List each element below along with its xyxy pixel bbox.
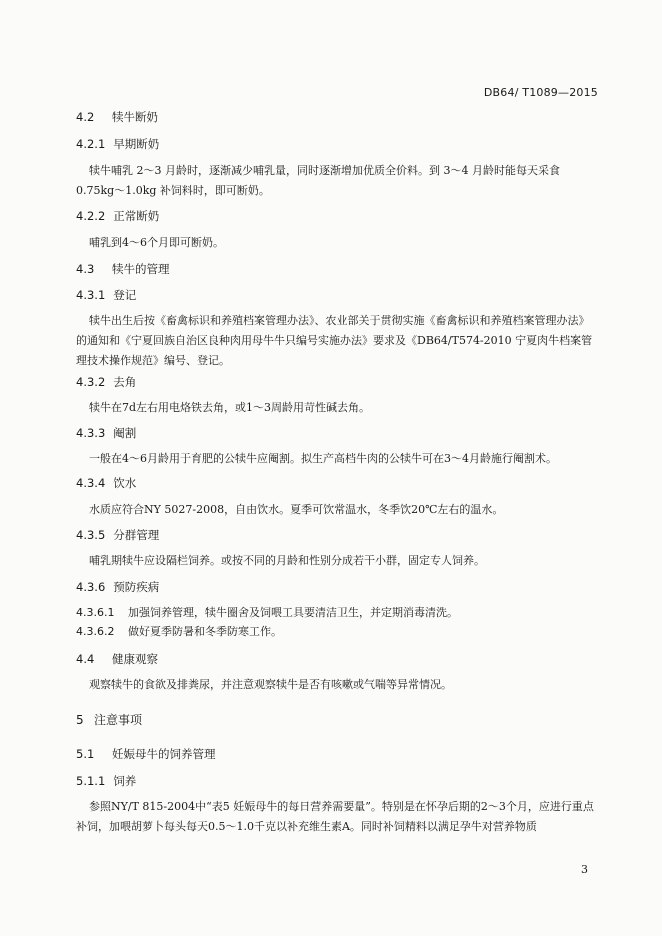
section-heading-5: [76, 711, 142, 728]
section-heading-4-2-1: [76, 136, 159, 152]
section-number: 5: [76, 713, 84, 727]
item-text: 做好夏季防暑和冬季防寒工作。: [128, 625, 282, 638]
section-title: 饮水: [113, 476, 137, 490]
section-title: 犊牛断奶: [112, 110, 158, 124]
section-heading-5-1: [76, 746, 216, 762]
section-title: 饲养: [113, 774, 137, 788]
section-heading-4-2: [76, 109, 158, 125]
paragraph-4-3-1: 犊牛出生后按《畜禽标识和养殖档案管理办法》、农业部关于贯彻实施《畜禽标识和养殖档案管理办法》的通知和《宁夏回族自治区良种肉用母牛牛只编号实施办法》要求及《DB64/T574-2010 宁夏肉牛档案管理技术操作规范》编号、登记。: [76, 314, 593, 367]
section-heading-4-3-5: [76, 527, 159, 543]
section-number: 4.3.2: [76, 375, 106, 389]
section-heading-4-3-4: [76, 475, 136, 491]
section-title: 注意事项: [94, 713, 143, 727]
section-heading-4-3-3: [76, 425, 136, 441]
section-title: 分群管理: [113, 528, 160, 542]
section-title: 早期断奶: [113, 137, 160, 151]
section-number: 5.1.1: [76, 774, 106, 788]
item-number: 4.3.6.1: [76, 606, 115, 619]
section-number: 4.3.3: [76, 426, 106, 440]
section-heading-4-3-1: [76, 287, 136, 303]
section-title: 犊牛的管理: [112, 262, 170, 276]
paragraph-4-2-2: 哺乳到4～6个月即可断奶。: [89, 236, 224, 249]
section-heading-4-2-2: [76, 208, 159, 224]
section-title: 去角: [113, 375, 137, 389]
list-item-4-3-6-1: [76, 604, 458, 620]
section-number: 5.1: [76, 747, 95, 761]
section-title: 正常断奶: [113, 209, 160, 223]
section-heading-5-1-1: [76, 773, 136, 789]
section-heading-4-3-6: [76, 579, 159, 595]
item-number: 4.3.6.2: [76, 625, 115, 638]
paragraph-4-4: 观察犊牛的食欲及排粪尿，并注意观察犊牛是否有咳嗽或气喘等异常情况。: [89, 678, 452, 691]
item-text: 加强饲养管理，犊牛圈舍及饲喂工具要清洁卫生，并定期消毒清洗。: [128, 606, 458, 619]
section-number: 4.3.4: [76, 476, 106, 490]
section-title: 妊娠母牛的饲养管理: [112, 747, 216, 761]
section-heading-4-3-2: [76, 374, 136, 390]
section-title: 健康观察: [112, 652, 158, 666]
section-title: 登记: [113, 288, 137, 302]
section-number: 4.2.1: [76, 137, 106, 151]
section-title: 阉割: [113, 426, 137, 440]
section-heading-4-4: [76, 651, 158, 667]
section-number: 4.2.2: [76, 209, 106, 223]
section-number: 4.3: [76, 262, 95, 276]
paragraph-4-3-3: 一般在4～6月龄用于育肥的公犊牛应阉割。拟生产高档牛肉的公犊牛可在3～4月龄施行阉割术。: [89, 452, 557, 465]
section-number: 4.2: [76, 110, 95, 124]
section-number: 4.4: [76, 652, 95, 666]
paragraph-5-1-1: 参照NY/T 815-2004中“表5 妊娠母牛的每日营养需要量”。特别是在怀孕后期的2～3个月，应进行重点补饲，加喂胡萝卜每头每天0.5～1.0千克以补充维生素A。同时补饲精料以满足孕牛对营养物质: [76, 800, 594, 833]
section-number: 4.3.5: [76, 528, 106, 542]
section-number: 4.3.1: [76, 288, 106, 302]
paragraph-4-3-5: 哺乳期犊牛应设隔栏饲养。或按不同的月龄和性别分成若干小群，固定专人饲养。: [89, 554, 485, 567]
paragraph-4-3-2: 犊牛在7d左右用电烙铁去角，或1～3周龄用苛性碱去角。: [89, 401, 371, 414]
section-heading-4-3: [76, 261, 170, 277]
section-title: 预防疾病: [113, 580, 160, 594]
paragraph-4-3-4: 水质应符合NY 5027-2008，自由饮水。夏季可饮常温水，冬季饮20℃左右的温水。: [89, 503, 504, 516]
list-item-4-3-6-2: [76, 623, 282, 639]
standard-code: DB64/ T1089—2015: [483, 86, 598, 99]
section-number: 4.3.6: [76, 580, 106, 594]
paragraph-4-2-1: 犊牛哺乳 2～3 月龄时，逐渐减少哺乳量，同时逐渐增加优质全价料。到 3～4 月龄时能每天采食 0.75kg～1.0kg 补饲料时，即可断奶。: [76, 164, 560, 197]
page-number: 3: [581, 863, 588, 876]
